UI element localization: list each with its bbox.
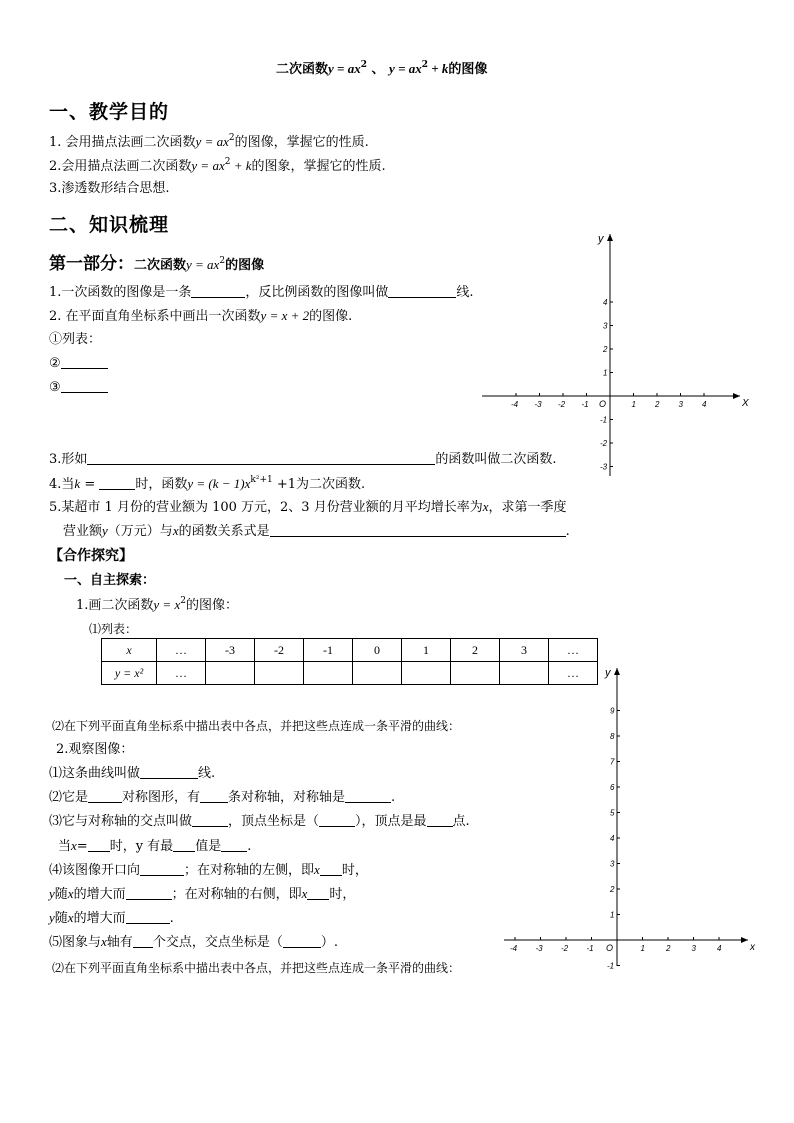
y-tick-label: 4 <box>603 298 608 307</box>
x-tick-label: -3 <box>535 944 543 953</box>
part1-heading: 第一部分：二次函数$y = ax^2$的图像 <box>49 254 265 274</box>
table-row <box>102 639 598 662</box>
table-cell: x <box>102 639 157 662</box>
answer-blank[interactable] <box>140 863 184 876</box>
table-cell: y = x² <box>102 662 157 685</box>
x-tick-label: 2 <box>666 944 671 953</box>
section-heading-knowledge: 二、知识梳理 <box>49 214 170 236</box>
question-3: 3.形如 的函数叫做二次函数. <box>49 452 557 467</box>
table-cell: 1 <box>402 639 451 662</box>
answer-blank[interactable] <box>99 477 135 490</box>
x-tick-label: 1 <box>640 944 645 953</box>
answer-blank[interactable] <box>320 863 342 876</box>
plot-instruction: ⑵在下列平面直角坐标系中描出表中各点，并把这些点连成一条平滑的曲线： <box>52 719 461 733</box>
y-tick-label: 3 <box>610 859 615 869</box>
answer-blank[interactable] <box>427 814 453 827</box>
x-tick-label: 1 <box>631 400 636 409</box>
origin-label: O <box>599 399 607 409</box>
table-cell: 3 <box>500 639 549 662</box>
y-tick-label: -3 <box>600 462 608 472</box>
x-tick-label: 3 <box>678 400 683 409</box>
observe-3b: 当x= 时，y 有最 值是 . <box>58 838 252 854</box>
answer-blank[interactable] <box>140 766 198 779</box>
question-1: 1.一次函数的图像是一条 ，反比例函数的图像叫做 线. <box>49 285 474 300</box>
observe-4: ⑷该图像开口向 ；在对称轴的左侧，即x 时， <box>49 862 368 878</box>
answer-blank[interactable] <box>283 935 321 948</box>
y-axis-label: y <box>605 667 611 679</box>
x-tick-label: -2 <box>558 400 566 409</box>
table-cell: … <box>549 639 598 662</box>
answer-blank[interactable] <box>319 814 355 827</box>
y-axis-label: y <box>598 233 604 245</box>
y-tick-label: 8 <box>610 732 615 741</box>
y-axis-arrow <box>614 668 620 675</box>
page-title: 二次函数$y = ax^2$ 、 $y = ax^2 + k$的图像 <box>276 60 488 77</box>
observe-heading: 2.观察图像： <box>56 742 134 757</box>
y-tick-label: 6 <box>610 783 615 792</box>
draw-instruction: 1.画二次函数$y = x^2$的图像： <box>76 596 238 613</box>
question-5-line1: 5.某超市 1 月份的营业额为 100 万元，2、3 月份营业额的月平均增长率为x，求第一季度 <box>49 499 567 515</box>
origin-label: O <box>606 943 614 953</box>
y-tick-label: -2 <box>600 439 608 448</box>
list-label: ⑴列表： <box>89 622 138 636</box>
observe-2: ⑵它是 对称图形，有 条对称轴，对称轴是 . <box>49 790 396 805</box>
y-tick-label: -1 <box>607 961 615 971</box>
x-tick-label: -3 <box>534 400 542 409</box>
answer-blank[interactable] <box>88 839 110 852</box>
coop-heading: 【合作探究】 <box>49 548 133 564</box>
answer-blank[interactable] <box>192 814 228 827</box>
table-cell: … <box>549 662 598 685</box>
answer-blank[interactable] <box>221 839 247 852</box>
answer-blank[interactable] <box>270 524 566 537</box>
step-3: ③ <box>49 380 108 396</box>
observe-3: ⑶它与对称轴的交点叫做 ，顶点坐标是（ ），顶点是最 点. <box>49 814 470 829</box>
x-tick-label: -4 <box>510 944 518 953</box>
question-5-line2: 营业额y（万元）与x的函数关系式是 . <box>63 523 570 539</box>
observe-4c: y随x的增大而 . <box>49 910 174 926</box>
x-axis-arrow <box>733 393 740 399</box>
question-4: 4.当k = 时，函数$y = (k - 1)x^{k^2+1} +1$为二次函数. <box>49 475 366 492</box>
y-tick-label: 1 <box>610 910 615 920</box>
y-tick-label: 9 <box>610 706 615 716</box>
coordinate-grid-1 <box>478 228 750 484</box>
table-cell[interactable] <box>353 662 402 685</box>
x-axis-arrow <box>741 937 748 943</box>
plot-instruction-2: ⑵在下列平面直角坐标系中描出表中各点，并把这些点连成一条平滑的曲线： <box>52 961 461 975</box>
answer-blank[interactable] <box>133 935 153 948</box>
y-tick-label: 5 <box>610 808 615 818</box>
table-cell: -2 <box>255 639 304 662</box>
x-tick-label: -2 <box>561 944 569 953</box>
x-tick-label: -1 <box>581 400 589 409</box>
y-tick-label: 1 <box>603 368 608 378</box>
table-cell[interactable] <box>255 662 304 685</box>
step-list: ①列表： <box>49 332 102 347</box>
answer-blank[interactable] <box>126 911 170 924</box>
table-cell: 0 <box>353 639 402 662</box>
y-tick-label: 2 <box>603 345 608 354</box>
objective-1: 1. 会用描点法画二次函数$y = ax^2$的图像，掌握它的性质. <box>49 133 369 150</box>
table-cell: … <box>157 639 206 662</box>
answer-blank[interactable] <box>191 285 245 298</box>
table-cell: … <box>157 662 206 685</box>
step-2: ② <box>49 356 108 372</box>
observe-4b: y随x的增大而 ；在对称轴的右侧，即x 时， <box>49 886 356 902</box>
observe-1: ⑴这条曲线叫做 线. <box>49 766 216 781</box>
y-tick-label: 4 <box>610 834 615 843</box>
answer-blank[interactable] <box>61 380 108 393</box>
table-cell: -1 <box>304 639 353 662</box>
table-cell[interactable] <box>402 662 451 685</box>
x-tick-label: 3 <box>691 944 696 953</box>
y-tick-label: -1 <box>600 415 608 425</box>
x-tick-label: -1 <box>586 944 594 953</box>
answer-blank[interactable] <box>307 887 329 900</box>
y-tick-label: 2 <box>610 885 615 894</box>
x-tick-label: 4 <box>702 400 707 409</box>
answer-blank[interactable] <box>345 790 391 803</box>
x-tick-label: 4 <box>717 944 722 953</box>
objective-2: 2.会用描点法画二次函数$y = ax^2 + k$的图象，掌握它的性质. <box>49 157 386 174</box>
table-cell[interactable] <box>451 662 500 685</box>
x-axis-label: x <box>750 942 755 953</box>
section-heading-objectives: 一、教学目的 <box>49 101 170 123</box>
answer-blank[interactable] <box>61 356 108 369</box>
x-tick-label: 2 <box>655 400 660 409</box>
x-axis-label: X <box>742 398 749 409</box>
x-tick-label: -4 <box>511 400 519 409</box>
y-tick-label: 7 <box>610 757 615 767</box>
y-tick-label: 3 <box>603 321 608 331</box>
table-cell[interactable] <box>304 662 353 685</box>
answer-blank[interactable] <box>388 285 456 298</box>
table-cell[interactable] <box>206 662 255 685</box>
answer-blank[interactable] <box>88 790 122 803</box>
coordinate-grid-2 <box>500 664 762 972</box>
answer-blank[interactable] <box>126 887 172 900</box>
table-cell: 2 <box>451 639 500 662</box>
y-axis-arrow <box>607 234 613 241</box>
objective-3: 3.渗透数形结合思想. <box>49 181 170 196</box>
answer-blank[interactable] <box>173 839 195 852</box>
table-cell: -3 <box>206 639 255 662</box>
answer-blank[interactable] <box>200 790 228 803</box>
question-2: 2. 在平面直角坐标系中画出一次函数y = x + 2的图像. <box>49 308 353 324</box>
self-explore-heading: 一、自主探索： <box>64 573 156 588</box>
observe-5: ⑸图象与x轴有 个交点，交点坐标是（ ）. <box>49 934 338 950</box>
answer-blank[interactable] <box>87 452 435 465</box>
